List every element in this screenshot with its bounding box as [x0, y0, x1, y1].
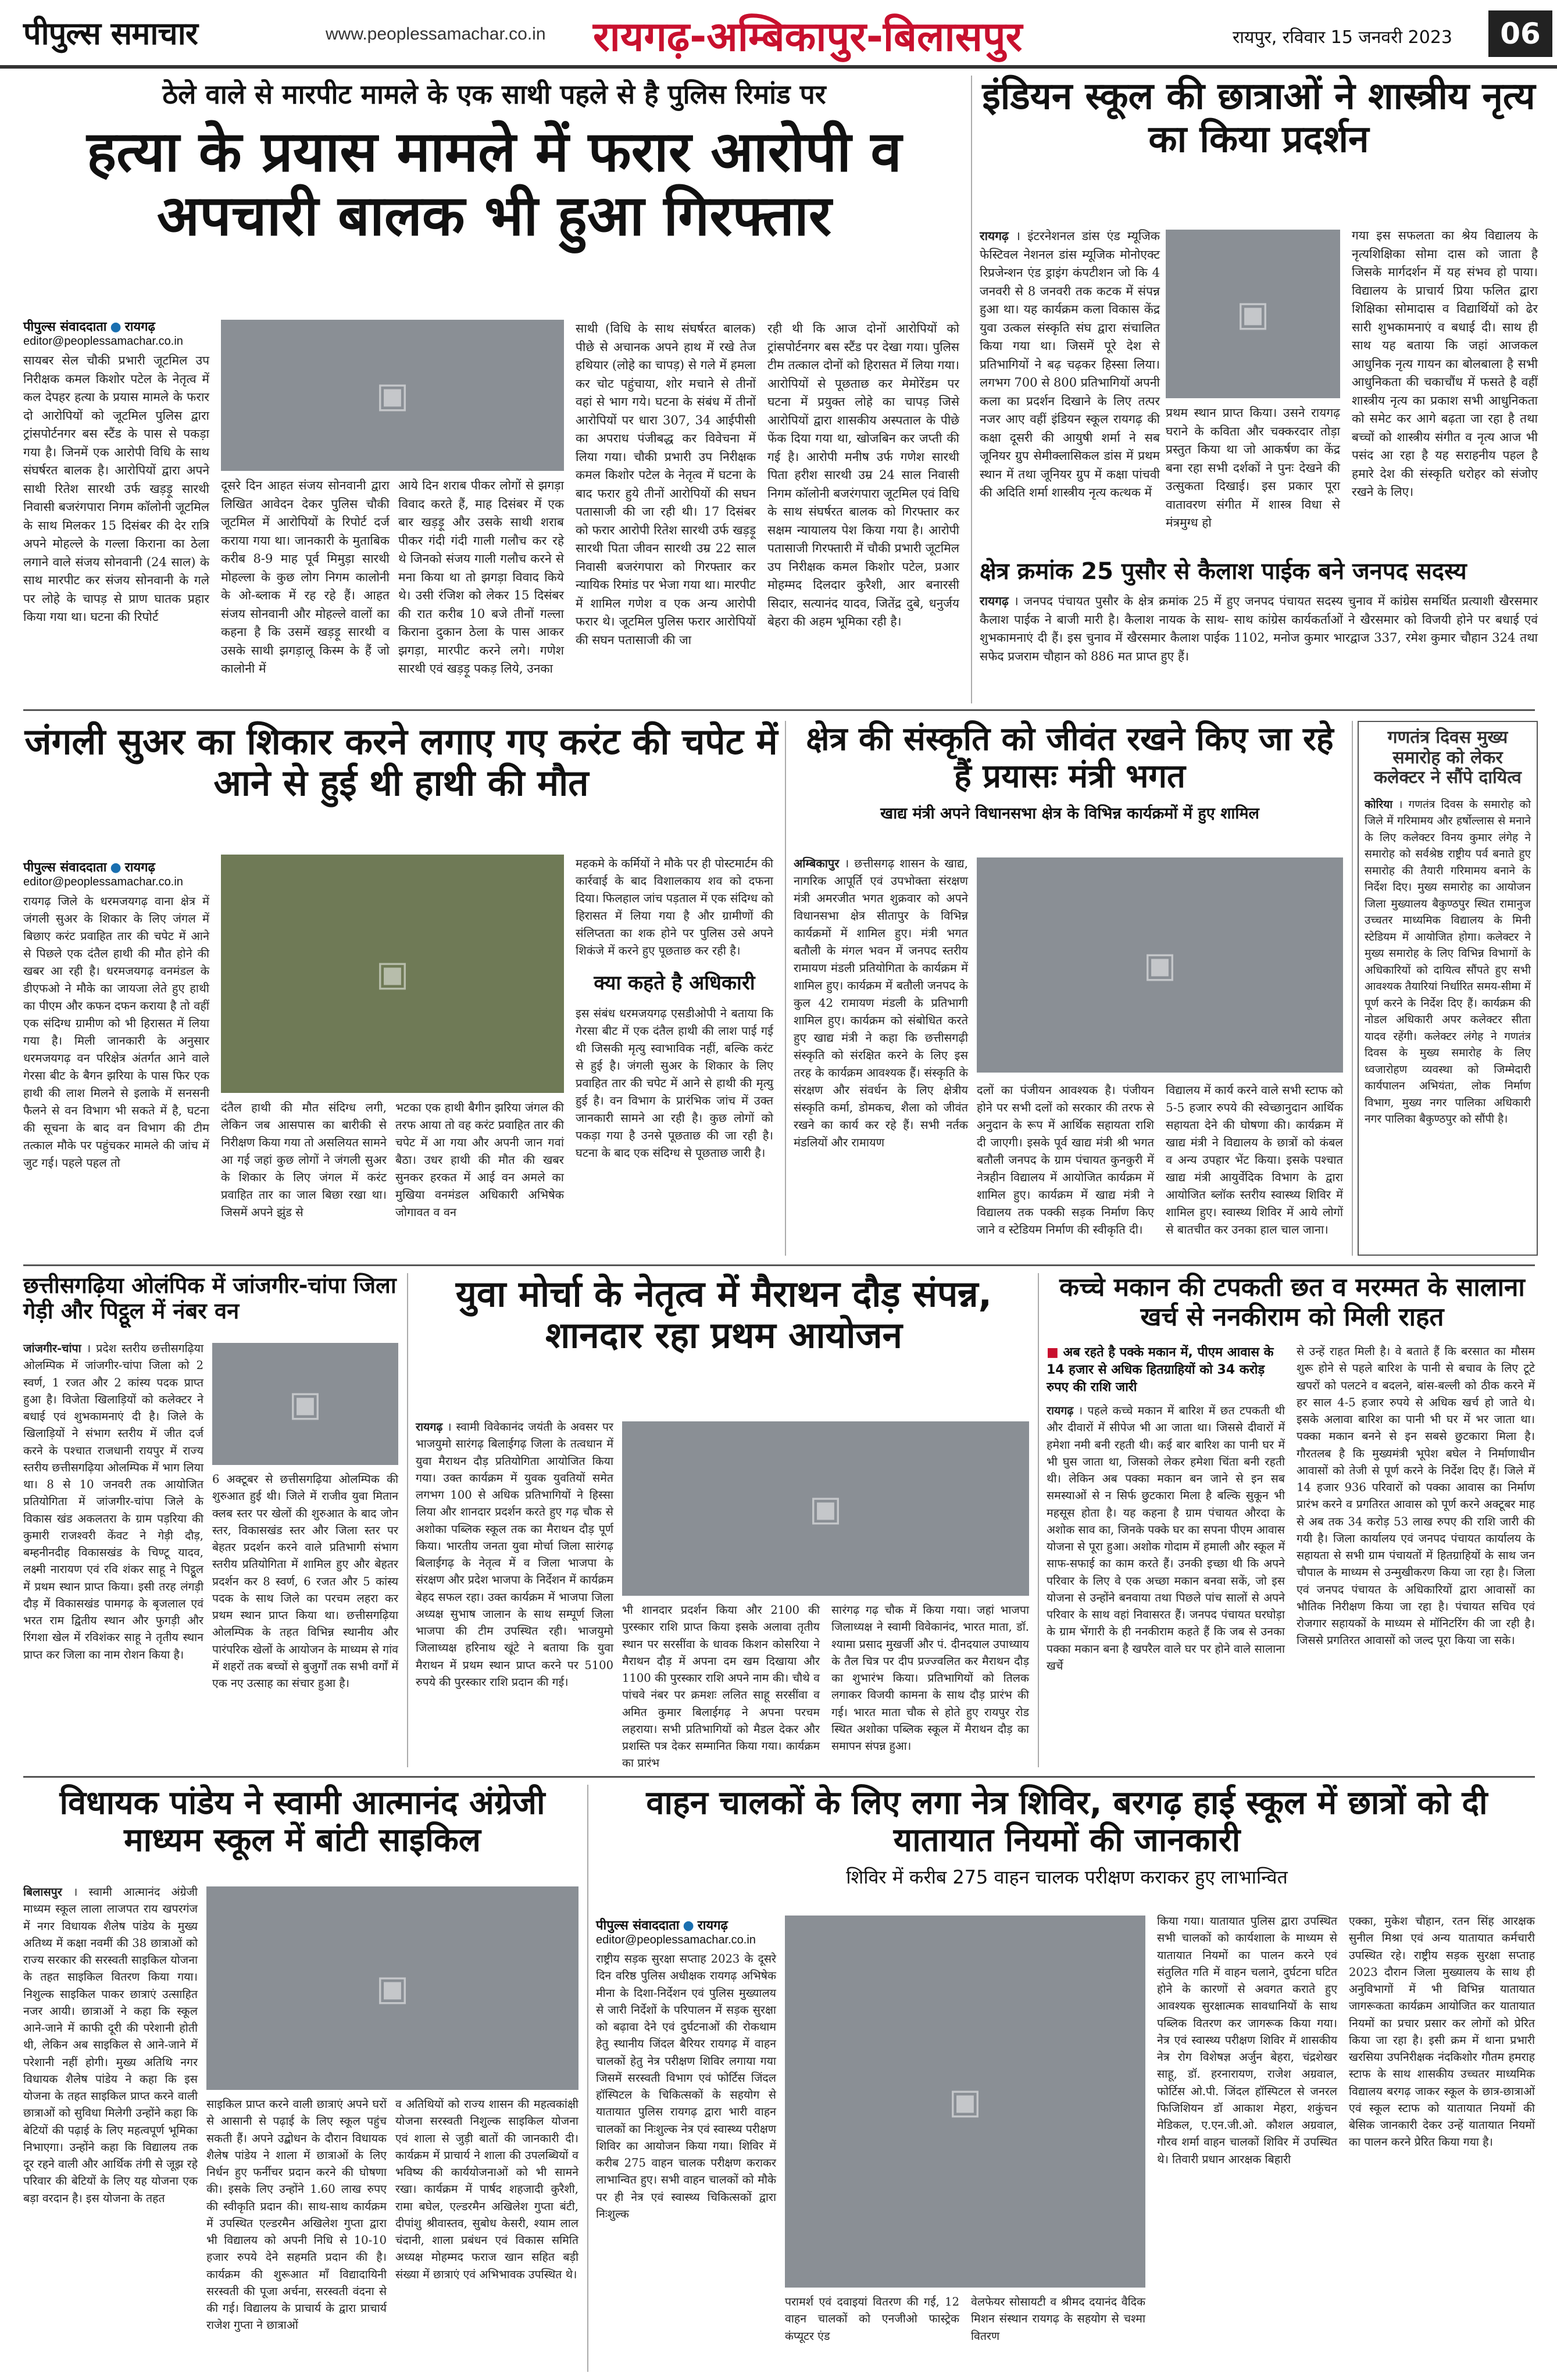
- eye-camp-photo: [785, 1916, 1145, 2288]
- photo-icon: ▣: [948, 2081, 982, 2122]
- article-column: [622, 1602, 820, 1772]
- dateline: रायपुर, रविवार 15 जनवरी 2023: [1233, 27, 1453, 48]
- article-body: एक्का, मुकेश चौहान, रतन सिंह आरक्षक सुनील मिश्रा एवं अन्य यातायात कर्मचारी उपस्थित रहे। राष्ट्रीय सड़क सुरक्षा सप्ताह 2023 दौरान जिला मुख्यालय के साथ ही अनुविभागों में भी विभिन्न यातायात जागरूकता कार्यक्रम आयोजित कर यातायात नियमों का प्रचार प्रसार कर लोगों को प्रेरित किया जा रहा है। इसी क्रम में थाना प्रभारी खरसिया उपनिरीक्षक नंदकिशोर गौतम हमराह स्टाफ के साथ शासकीय उच्चतर माध्यमिक विद्यालय बरगढ़ जाकर स्कूल के छात्र-छात्राओं एवं स्कूल स्टाफ को यातायात नियमों की बेसिक जानकारी देकर उन्हें यातायात नियमों का पालन करने प्रेरित किया गया है।: [1349, 1914, 1535, 2149]
- article-column: [831, 1602, 1029, 1754]
- article-subhead: क्या कहते है अधिकारी: [594, 971, 755, 995]
- article-headline: इंडियन स्कूल की छात्राओं ने शास्त्रीय नृत्य का किया प्रदर्शन: [982, 75, 1535, 161]
- column-divider: [1038, 1273, 1039, 1767]
- article-headline: गणतंत्र दिवस मुख्य समारोह को लेकर कलेक्टर ने सौंपे दायित्व: [1374, 727, 1522, 788]
- article-column: [23, 1884, 198, 2207]
- article-pm-awas: [1047, 1273, 1538, 1767]
- article-headline: कच्चे मकान की टपकती छत व मरम्मत के सालाना खर्च से ननकीराम को मिली राहत: [1059, 1273, 1525, 1332]
- students-cycles-photo: [206, 1886, 578, 2090]
- article-body: साथी (विधि के साथ संघर्षरत बालक) पीछे से अचानक अपने हाथ में रखे तेज हथियार (लोहे का चापड़) से गले में हमला कर चोट पहुंचाया, शोर मचाने से तीनों वहां से भाग गये। घटना के संबंध में तीनों आरोपियों पर धारा 307, 34 आईपीसी का अपराध पंजीबद्ध कर विवेचना में लिया गया। चौकी प्रभारी उप निरीक्षक कमल किशोर पटेल के नेतृत्व में घटना के बाद फरार हुये तीनों आरोपियों की सघन पतासाजी की जा रही थी। 17 दिसंबर को फरार आरोपी रितेश सारथी उर्फ खड़ड़ू सारथी पिता जीवन सारथी उम्र 22 साल निवासी बजरंगपारा को गिरफ्तार कर न्यायिक रिमांड पर भेजा गया था। मारपीट में शामिल गणेश व एक अन्य आरोपी फरार थे। जूटमिल पुलिस फरार आरोपियों की सघन पतासाजी की जा: [576, 321, 756, 647]
- byline: पीपुल्स संवाददाता ● रायगढ़: [23, 320, 155, 334]
- photo-icon: ▣: [376, 1968, 409, 2009]
- article-column: [1166, 404, 1340, 533]
- site-url[interactable]: www.peoplessamachar.co.in: [326, 24, 546, 44]
- article-cycle-distribution: [23, 1785, 581, 2372]
- page-number: 06: [1488, 10, 1552, 57]
- masthead: [0, 0, 1557, 69]
- article-column: [596, 1913, 776, 2222]
- article-column: [416, 1418, 613, 1691]
- byline-email[interactable]: editor@peoplessamachar.co.in: [23, 875, 183, 888]
- article-body: दूसरे दिन आहत संजय सोनवानी द्वारा लिखित आवेदन देकर पुलिस चौकी जूटमिल में आरोपियों के रिपोर्ट दर्ज कराया गया था। जानकारी के मुताबिक करीब 8-9 माह पूर्व मिमुड़ा सारथी मोहल्ला के कुछ लोग निगम कालोनी के ओ-ब्लाक में रह रहे हैं। आहत संजय सोनवानी और मोहल्ले वालों का कहना है कि उसमें खड़ड़ू सारथी व उसके साथी झगड़ालू किस्म के हैं जो कालोनी में: [221, 478, 390, 676]
- article-body: बिलासपुर । स्वामी आत्मानंद अंग्रेजी माध्यम स्कूल लाला लाजपत राय खपरगंज में नगर विधायक शैलेष पांडेय के मुख्य अतिथ्य में कक्षा नवमीं की 38 छात्राओं को राज्य सरकार की सरस्वती साइकिल योजना के तहत साइकिल वितरण किया गया। निशुल्क साइकिल पाकर छात्राएं उत्साहित नजर आयी। छात्राओं ने कहा कि स्कूल आने-जाने में काफी दूरी की परेशानी होती थी, लेकिन अब साइकिल से आने-जाने में परेशानी नहीं होगी। मुख्य अतिथि नगर विधायक शैलेष पांडेय ने कहा कि इस योजना के तहत साइकिल प्राप्त करने वाली छात्राओं को सुविधा मिलेगी उन्होंने कहा कि बेटियों की पढ़ाई के लिए महत्वपूर्ण भूमिका निभाएगा। उन्होंने कहा कि विद्यालय तक दूर रहने वाली और आर्थिक तंगी से जूझ रहे परिवार की बेटियों के लिए यह योजना एक बड़ा वरदान है। इस योजना के तहत: [23, 1885, 198, 2205]
- article-body: रही थी कि आज दोनों आरोपियों को ट्रांसपोर्टनगर बस स्टैंड पर देखा गया। पुलिस टीम तत्काल दोनों को हिरासत में लिया गया। आरोपियों से पूछताछ कर मेमोरेंडम पर घटना में प्रयुक्त लोहे का चापड़ जिसे आरोपियों द्वारा शासकीय अस्पताल के पीछे फेंक दिया गया था, खोजबिन कर जप्ती की गई है। आरोपी मनीष उर्फ गणेश सारथी पिता हरीश सारथी उम्र 24 साल निवासी निगम कॉलोनी बजरंगपारा जूटमिल एवं विधि के साथ संघर्षरत बालक को गिरफ्तार कर सक्षम न्यायालय पेश किया गया है। आरोपी पतासाजी गिरफ्तारी में चौकी प्रभारी जूटमिल उप निरीक्षक कमल किशोर पटेल, प्रआर मोहम्मद दिलदार कुरैशी, आर बनारसी सिदार, सत्यानंद यादव, जितेंद्र दुबे, धनुर्जय बेहरा की अहम भूमिका रही है।: [767, 321, 959, 628]
- article-kailash-paik: [980, 558, 1538, 698]
- article-column: [977, 1081, 1154, 1238]
- minister-event-photo: [977, 857, 1343, 1073]
- article-body: परामर्श एवं दवाइयां वितरण की गई, 12 वाहन चालकों को एनजीओ फास्ट्रेक कंप्यूटर एंड: [785, 2295, 959, 2343]
- section-divider: [23, 1776, 1535, 1778]
- article-body: सारंगढ़ गढ़ चौक में किया गया। जहां भाजपा जिलाध्यक्ष ने स्वामी विवेकानंद, भारत माता, डॉ. श्यामा प्रसाद मुखर्जी और पं. दीनदयाल उपाध्याय के तैल चित्र पर दीप प्रज्ज्वलित कर मैराथन दौड़ का शुभारंभ किया। प्रतिभागियों को तिलक लगाकर विजयी कामना के साथ दौड़ प्रारंभ की गई। भारत माता चौक से होते हुए रायपुर रोड स्थित अशोका पब्लिक स्कूल में मैराथन दौड़ का समापन संपन्न हुआ।: [831, 1603, 1029, 1753]
- article-column: [794, 855, 968, 1151]
- article-column: [1166, 1081, 1343, 1238]
- article-body: भी शानदार प्रदर्शन किया और 2100 की पुरस्कार राशि प्राप्त किया इसके अलावा तृतीय स्थान पर सरसींवा के धावक किशन कोसरिया ने मैराथन दौड़ में अपना दम खम दिखाया और 1100 की पुरस्कार राशि अपने नाम की। चौथे व पांचवे नंबर पर क्रमशः ललित साहू सरसींवा व अमित कुमार बिलाईगढ़ ने अपना परचम लहराया। सभी प्रतिभागियों को मैडल देकर और प्रशस्ति पत्र देकर सम्मानित किया गया। कार्यक्रम का प्रारंभ: [622, 1603, 820, 1770]
- article-body: 6 अक्टूबर से छत्तीसगढ़िया ओलम्पिक की शुरुआत हुई थी। जिले में राजीव युवा मितान क्लब स्तर पर खेलों की शुरुआत के बाद जोन स्तर, विकासखंड स्तर और जिला स्तर पर बेहतर प्रदर्शन करने वाले प्रतिभागी संभाग स्तरीय प्रतियोगिता में शामिल हुए और बेहतर प्रदर्शन कर 8 स्वर्ण, 6 रजत और 5 कांस्य पदक के साथ जिले का परचम लहरा कर प्रथम स्थान प्राप्त किया था। छत्तीसगढ़िया ओलम्पिक के तहत विभिन्न स्थानीय और पारंपरिक खेलों के आयोजन के माध्यम से गांव में शहरों तक बच्चों से बुजुर्गों तक सभी वर्गों में एक नए उत्साह का संचार हुआ है।: [212, 1473, 398, 1690]
- dance-students-photo: [1166, 230, 1340, 398]
- article-column: [576, 320, 756, 649]
- article-headline: क्षेत्र की संस्कृति को जीवंत रखने किए जा रहे हैं प्रयासः मंत्री भगत: [806, 720, 1334, 796]
- police-with-accused-photo: [221, 320, 564, 471]
- article-column: [398, 477, 564, 678]
- article-kicker: ठेले वाले से मारपीट मामले के एक साथी पहले से है पुलिस रिमांड पर: [162, 78, 826, 110]
- marathon-winners-photo: [622, 1421, 1029, 1596]
- article-body: जांजगीर-चांपा । प्रदेश स्तरीय छत्तीसगढ़िया ओलम्पिक में जांजगीर-चांपा जिला को 2 स्वर्ण, 1 रजत और 2 कांस्य पदक प्राप्त हुआ है। विजेता खिलाड़ियों को कलेक्टर ने बधाई एवं शुभकामनाएं दी है। जिले के खिलाड़ियों ने संभाग स्तरीय में जीत दर्ज करने के पश्चात राजधानी रायपुर में राज्य स्तरीय छत्तीसगढ़िया ओलम्पिक में भाग लिया था। 8 से 10 जनवरी तक आयोजित प्रतियोगिता में जांजगीर-चांपा जिले के विकास खंड अकलतरा के ग्राम पड़रिया की कुमारी राजश्वरी केंवट ने गेड़ी दौड़, बम्हनीनदीह विकासखंड के चिण्टू यादव, लक्ष्मी नारायण एवं रवि शंकर साहू ने पिट्ठूल में प्रथम स्थान प्राप्त किया। इसी तरह लंगड़ी दौड़ में विकासखंड पामगढ़ के बृजलाल एवं भरत राम द्वितीय स्थान और फुगड़ी और रिंगशा खेल में रविशंकर साहू ने तृतीय स्थान प्राप्त कर जिला का नाम रोशन किया है।: [23, 1342, 203, 1661]
- article-column: [395, 2096, 578, 2283]
- photo-icon: ▣: [376, 953, 409, 994]
- photo-icon: ▣: [809, 1488, 842, 1529]
- article-republic-day: [1358, 721, 1538, 1256]
- article-headline: हत्या के प्रयास मामले में फरार आरोपी व अपचारी बालक भी हुआ गिरफ्तार: [87, 119, 902, 249]
- article-headline: क्षेत्र क्रमांक 25 पुसौर से कैलाश पाईक बने जनपद सदस्य: [980, 558, 1467, 585]
- column-divider: [407, 1273, 408, 1767]
- article-column: [971, 2293, 1145, 2345]
- article-body: दंतैल हाथी की मौत संदिग्ध लगी, लेकिन जब आसपास का बारीकी से निरीक्षण किया गया तो असलियत सामने आ गई जहां कुछ लोगों ने जंगली सुअर के शिकार के लिए जंगल में करंट प्रवाहित तार का जाल बिछा रखा था। जिसमें अपने झुंड से: [221, 1100, 387, 1219]
- article-body: रायगढ़ । इंटरनेशनल डांस एंड म्यूजिक फेस्टिवल नेशनल डांस म्यूजिक मोनोएक्ट रिप्रजेन्शन एंड ड्राइंग कंपटीशन जो कि 4 जनवरी से 8 जनवरी तक कटक में संपन्न हुआ था। यह कार्यक्रम कला विकास केंद्र युवा उत्कल संस्कृति संघ द्वारा संचालित किया गया था। जिसमें पूरे देश से प्रतिभागियों ने बढ़ चढ़कर हिस्सा लिया। लगभग 700 से 800 प्रतिभागियों अपनी कला का प्रदर्शन दिखाने के लिए तत्पर नजर आए वहीं इंडियन स्कूल रायगढ़ की कक्षा दूसरी की आयुषी शर्मा ने सब जूनियर ग्रुप सेमीक्लासिकल डांस में प्रथम स्थान में तथा जूनियर ग्रुप में कक्षा पांचवी की अदिति शर्मा शास्त्रीय नृत्य कत्थक में: [980, 228, 1160, 499]
- article-body: कोरिया । गणतंत्र दिवस के समारोह को जिले में गरिमामय और हर्षोल्लास से मनाने के लिए कलेक्टर विनय कुमार लंगेह ने समारोह को सर्वश्रेष्ठ राष्ट्रीय पर्व बनाते हुए समारोह की तैयारी गरिमामय बनाने के निर्देश दिए। मुख्य समारोह का आयोजन जिला मुख्यालय बैकुण्ठपुर स्थित रामानुज उच्चतर माध्यमिक विद्यालय के मिनी स्टेडियम में आयोजित होगा। कलेक्टर ने मुख्य समारोह के लिए विभिन्न विभागों के अधिकारियों को दायित्व सौंपते हुए सभी आवश्यक तैयारियां निर्धारित समय-सीमा में पूर्ण करने के निर्देश दिए हैं। कार्यक्रम की नोडल अधिकारी अपर कलेक्टर सीता यादव रहेंगी। कलेक्टर लंगेह ने गणतंत्र दिवस के मुख्य समारोह के लिए ध्वजारोहण व्यवस्था को जिम्मेदारी कार्यपालन अभियंता, लोक निर्माण विभाग, मुख्य नगर पालिका अधिकारी नगर पालिका बैकुण्ठपुर को सौंपी है।: [1365, 798, 1531, 1125]
- article-headline: विधायक पांडेय ने स्वामी आत्मानंद अंग्रेजी माध्यम स्कूल में बांटी साइकिल: [59, 1784, 545, 1860]
- article-headline: जंगली सुअर का शिकार करने लगाए गए करंट की चपेट में आने से हुई थी हाथी की मौत: [24, 720, 778, 805]
- article-indian-school-dance: [980, 76, 1538, 552]
- article-minister-bhagat: [794, 721, 1346, 1256]
- section-divider: [23, 1264, 1535, 1266]
- column-divider: [785, 721, 786, 1256]
- article-column: [576, 855, 773, 1162]
- article-marathon: [416, 1273, 1032, 1770]
- column-divider: [1352, 721, 1353, 1256]
- article-column: [1352, 227, 1538, 502]
- edition-title: रायगढ़-अम्बिकापुर-बिलासपुर: [593, 13, 1023, 60]
- article-body: साइकिल प्राप्त करने वाली छात्राएं अपने घरों से आसानी से पढ़ाई के लिए स्कूल पहुंच सकती हैं। अपने उद्बोधन के दौरान विधायक शैलेष पांडेय ने शाला में छात्राओं के लिए निर्धन हुए फर्नीचर प्रदान करने की घोषणा की। इसके लिए उन्होंने 1.60 लाख रुपए की स्वीकृति प्रदान की। साथ-साथ कार्यक्रम में उपस्थित एल्डरमैन अखिलेश गुप्ता द्वारा भी विद्यालय को अपनी निधि से 10-10 हजार रुपये देने सहमति प्रदान की है। कार्यक्रम की शुरूआत माँ विद्यादायिनी सरस्वती की पूजा अर्चना, सरस्वती वंदना से की गई। विद्यालय के प्राचार्य के द्वारा प्राचार्य राजेश गुप्ता ने छात्राओं: [206, 2097, 387, 2332]
- photo-icon: ▣: [288, 1384, 322, 1424]
- article-body: दलों का पंजीयन आवश्यक है। पंजीयन होने पर सभी दलों को सरकार की तरफ से अनुदान के रूप में आर्थिक सहायता राशि दी जाएगी। इसके पूर्व खाद्य मंत्री श्री भगत बतौली जनपद के ग्राम पंचायत कुनकुरी में नेत्रहीन विद्यालय में आयोजित कार्यक्रम में शामिल हुए। कार्यक्रम में खाद्य मंत्री ने विद्यालय तक पक्की सड़क निर्माण किए जाने व स्टेडियम निर्माण की स्वीकृति दी।: [977, 1083, 1154, 1237]
- article-column: [212, 1471, 398, 1692]
- article-column: [221, 477, 390, 678]
- dead-elephant-photo: [221, 855, 564, 1093]
- article-body: इस संबंध धरमजयगढ़ एसडीओपी ने बताया कि गेरसा बीट में एक दंतैल हाथी की लाश पाई गई थी जिसकी मृत्यु स्वाभाविक नहीं, बल्कि करंट से हुई है। जंगली सुअर के शिकार के लिए प्रवाहित तार की चपेट में आने से हाथी की मृत्यु हुई है। वन विभाग के प्रारंभिक जांच में उक्त जानकारी सामने आ रही है। कुछ लोगों को पकड़ा गया है उनसे पूछताछ की जा रही है। घटना के बाद एक संदिग्ध से पूछताछ जारी है।: [576, 1006, 773, 1160]
- newspaper-logo: पीपुल्स समाचार: [23, 15, 198, 52]
- article-body: महकमे के कर्मियों ने मौके पर ही पोस्टमार्टम की कार्रवाई के बाद विशालकाय शव को दफना दिया। फिलहाल जांच पड़ताल में एक संदिग्ध को हिरासत में लिया गया है और ग्रामीणों की संलिप्तता का शक होने पर पुलिस उसे अपने शिकंजे में करने हुए पूछताछ कर रही है।: [576, 856, 773, 957]
- article-murder-attempt: [23, 76, 965, 703]
- article-body: भटका एक हाथी बैगीन झरिया जंगल की तरफ आया तो वह करंट प्रवाहित तार की चपेट में आ गया और अपनी जान गवां बैठा। उधर हाथी की मौत की खबर सुनकर हरकत में आई वन अमले का मुखिया वनमंडल अधिकारी अभिषेक जोगावत व वन: [395, 1100, 564, 1219]
- olympic-photo: [212, 1343, 398, 1465]
- article-deck: खाद्य मंत्री अपने विधानसभा क्षेत्र के विभिन्न कार्यक्रमों में हुए शामिल: [880, 804, 1259, 823]
- article-body: सायबर सेल चौकी प्रभारी जूटमिल उप निरीक्षक कमल किशोर पटेल के नेतृत्व में कल देपहर हत्या के प्रयास मामले के फरार दो आरोपियों को जूटमिल पुलिस द्वारा ट्रांसपोर्टनगर बस स्टैंड के पास से पकड़ा गया है। जिनमें एक आरोपी विधि के साथ संघर्षरत बालक है। आरोपियों द्वारा अपने साथी रितेश सारथी उर्फ खड़ड़ू सारथी निवासी बजरंगपारा निगम कॉलोनी जूटमिल के साथ मिलकर 15 दिसंबर की देर रात्रि अपने मोहल्ले के गल्ला किराना का ठेला लगाने वाले संजय सोनवानी (24 साल) के साथ मारपीट कर संजय सोनवानी के गले पर लोहे के चापड़ से प्राण घातक प्रहार किया गया था। घटना की रिपोर्ट: [23, 353, 209, 624]
- article-column: [1349, 1913, 1535, 2151]
- column-divider: [587, 1785, 588, 2372]
- article-column: [980, 227, 1160, 502]
- article-body: अम्बिकापुर । छत्तीसगढ़ शासन के खाद्य, नागरिक आपूर्ति एवं उपभोक्ता संरक्षण मंत्री अमरजीत भगत शुक्रवार को अपने विधानसभा क्षेत्र सीतापुर के विभिन्न कार्यक्रमों में शामिल हुए। मंत्री भगत बतौली के मंगल भवन में जनपद स्तरीय रामायण मंडली प्रतियोगिता के कार्यक्रम में शामिल हुए। कार्यक्रम में बतौली जनपद के कुल 42 रामायण मंडली के प्रतिभागी शामिल हुए। कार्यक्रम को संबोधित करते हुए खाद्य मंत्री ने कहा कि छत्तीसगढ़ी संस्कृति को संरक्षित करने के लिए इस तरह के कार्यक्रम आवश्यक हैं। संस्कृति के संरक्षण और संवर्धन के लिए क्षेत्रीय संस्कृति कर्मा, डोमकच, शैला को जीवंत रखने का कार्य कर रहे हैं। सभी नर्तक मंडलियों और रामायण: [794, 856, 969, 1149]
- article-deck: शिविर में करीब 275 वाहन चालक परीक्षण कराकर हुए लाभान्वित: [846, 1866, 1288, 1888]
- article-body: किया गया। यातायात पुलिस द्वारा उपस्थित सभी चालकों को कार्यशाला के माध्यम से यातायात नियमों का पालन करने एवं संतुलित गति में वाहन चलाने, दुर्घटना घटित होने के कारणों से अवगत कराते हुए आवश्यक सुरक्षात्मक सावधानियों के साथ पब्लिक वितरण कर जागरूक किया गया। नेत्र एवं स्वास्थ्य परीक्षण शिविर में शासकीय नेत्र रोग विशेषज्ञ अर्जुन बेहरा, चंद्रशेखर साहू, डॉ. हरनारायण, राजेश अग्रवाल, फोर्टिस ओ.पी. जिंदल हॉस्पिटल से जनरल फिजिशियन डॉ आकाश मेहरा, शकुंचन मेडिकल, ए.एन.जी.ओ. कौशल अग्रवाल, गौरव शर्मा वाहन चालकों शिविर में उपस्थित थे। तिवारी प्रधान आरक्षक बिहारी: [1157, 1914, 1337, 2166]
- article-column: [206, 2096, 387, 2334]
- byline-email[interactable]: editor@peoplessamachar.co.in: [23, 335, 183, 348]
- byline-email[interactable]: editor@peoplessamachar.co.in: [596, 1934, 756, 1946]
- article-column: [1297, 1343, 1535, 1649]
- photo-icon: ▣: [376, 375, 409, 416]
- article-eye-camp: [596, 1785, 1538, 2372]
- bullet-icon: ■: [1047, 1345, 1063, 1360]
- article-body: रायगढ़ । स्वामी विवेकानंद जयंती के अवसर पर भाजयुमो सारंगढ़ बिलाईगढ़ जिला के तत्वधान में युवा मैराथन दौड़ प्रतियोगिता आयोजित किया गया। उक्त कार्यक्रम में युवक युवतियों समेत लगभग 100 से अधिक प्रतिभागियों ने हिस्सा लिया और शानदार प्रदर्शन करते हुए गढ़ चौक से अशोका पब्लिक स्कूल तक का मैराथन दौड़ पूर्ण किया। भारतीय जनता युवा मोर्चा जिला सारंगढ़ बिलाईगढ़ के नेतृत्व में व जिला भाजपा के संरक्षण और प्रदेश भाजपा के निर्देशन में कार्यक्रम बेहद सफल रहा। उक्त कार्यक्रम में भाजपा जिला अध्यक्ष सुभाष जालान के साथ सम्पूर्ण जिला भाजपा की टीम उपस्थित रही। भाजयुमो जिलाध्यक्ष हरिनाथ खूंटे ने बताया कि युवा मैराथन में प्रथम स्थान प्राप्त करने पर 5100 रुपये की पुरस्कार राशि प्रदान की गई।: [416, 1420, 613, 1689]
- article-column: [395, 1099, 564, 1221]
- column-divider: [971, 76, 972, 703]
- article-body: रायगढ़ जिले के धरमजयगढ़ वाना क्षेत्र में जंगली सुअर के शिकार के लिए जंगल में बिछाए करंट प्रवाहित तार की चपेट में आने से पिछले एक दंतैल हाथी की मौत होने की खबर आ रही है। धरमजयगढ़ वनमंडल के डीएफओ ने मौके का जायजा लेते हुए हाथी का पीएम और कफन दफन कराया है तो वहीं एक संदिग्ध ग्रामीण को भी हिरासत में लिया गया है। मिली जानकारी के अनुसार धरमजयगढ़ वन परिक्षेत्र अंतर्गत आने वाले गेरसा बीट के बैगन झरिया के पास फिर एक हाथी की लाश मिलने से इलाके में सनसनी फैलने से वन विभाग भी सकते में है, घटना की सूचना के बाद वन विभाग की टीम तत्काल मौके पर पहुंचकर मामले की जांच में जुट गई। पहले पहल तो: [23, 894, 209, 1170]
- article-column: [221, 1099, 387, 1221]
- article-olympic: [23, 1273, 401, 1767]
- photo-icon: ▣: [1236, 294, 1270, 334]
- section-divider: [23, 709, 1535, 711]
- article-column: [23, 1340, 203, 1663]
- article-column: [1047, 1343, 1285, 1674]
- article-body: रायगढ़ । पहले कच्चे मकान में बारिश में छत टपकती थी और दीवारों में सीपेज भी आ जाता था। जिससे दीवारों में हमेशा नमी बनी रहती थी। कई बार बारिश का पानी घर में भी घुस जाता था, जिसको लेकर हमेशा चिंता बनी रहती थी। लेकिन अब पक्का मकान बन जाने से इन सब समस्याओं से न सिर्फ छुटकारा मिला है बल्कि सुकून भी महसूस होता है। यह कहना है ग्राम पंचायत औरदा के अशोक साव का, जिनके पक्के घर का सपना पीएम आवास योजना से पूरा हुआ। अशोक गोदाम में हमाली और स्कूल में साफ-सफाई का काम करते हैं। उनकी इच्छा थी कि अपने परिवार के लिए वे एक अच्छा मकान बनवा सकें, जो इस योजना से उन्होंने बनवाया तथा पिछले पांच सालों से अपने परिवार के साथ वहां निवासरत हैं। जनपद पंचायत घरघोड़ा के ग्राम भेंगारी के ही ननकीराम कहते हैं कि जब से उनका पक्का मकान बना है खपरैल वाले घर पर होने वाले सालाना खर्चे: [1047, 1404, 1285, 1673]
- byline: पीपुल्स संवाददाता ● रायगढ़: [23, 860, 155, 875]
- article-body: विद्यालय में कार्य करने वाले सभी स्टाफ को 5-5 हजार रुपये की स्वेच्छानुदान आर्थिक सहायता देने की घोषणा की। कार्यक्रम में खाद्य मंत्री ने विद्यालय के छात्रों को कंबल व अन्य उपहार भेंट किया। इसके पश्चात खाद्य मंत्री आयुर्वेदिक विभाग के द्वारा आयोजित ब्लॉक स्तरीय स्वास्थ्य शिविर में शामिल हुए। स्वास्थ्य शिविर में आये लोगों से बातचीत कर उनका हाल चाल जाना।: [1166, 1083, 1343, 1237]
- article-column: [23, 314, 209, 627]
- article-headline: युवा मोर्चा के नेतृत्व में मैराथन दौड़ संपन्न, शानदार रहा प्रथम आयोजन: [455, 1273, 992, 1357]
- article-body: से उन्हें राहत मिली है। वे बताते हैं कि बरसात का मौसम शुरू होने से पहले बारिश के पानी से बचाव के लिए टूटे खपरों को पलटने व बदलने, बांस-बल्ली को ठीक करने में हर साल 4-5 हजार रुपये से अधिक खर्च हो जाते थे। इसके अलावा बारिश का पानी भी घर में भर जाता था। पक्का मकान बनने से इन सबसे छुटकारा मिला है। गौरतलब है कि मुख्यमंत्री भूपेश बघेल ने निर्माणाधीन आवासों को तेजी से पूर्ण करने के निर्देश दिए हैं। जिले में 14 हजार 936 परिवारों को पक्का आवास का निर्माण प्रारंभ करने व प्रगतिरत आवास को पूर्ण करने अक्टूबर माह से अब तक 34 करोड़ 53 लाख रुपए की राशि जारी की गयी है। जिला कार्यालय एवं जनपद पंचायत कार्यालय के सहायता से सभी ग्राम पंचायतों में हितग्राहियों के साथ जन चौपाल के माध्यम से उन्मुखीकरण किया जा रहा है। जिला एवं जनपद पंचायत के अधिकारियों द्वारा आवासों का भौतिक निरीक्षण किया जा रहा है। पंचायत सचिव एवं रोजगार सहायकों के माध्यम से मॉनिटरिंग की जा रही है। जिससे प्रगतिरत आवासों को जल्द पूरा किया जा सके।: [1297, 1345, 1535, 1648]
- article-elephant-death: [23, 721, 779, 1256]
- article-headline: वाहन चालकों के लिए लगा नेत्र शिविर, बरगढ़ हाई स्कूल में छात्रों को दी यातायात नियमों की जानकारी: [646, 1784, 1488, 1860]
- article-body: व अतिथियों को राज्य शासन की महत्वकांक्षी योजना सरस्वती निशुल्क साइकिल योजना एवं शाला से जुड़ी बातों की जानकारी दी। कार्यक्रम में प्राचार्य ने शाला की उपलब्धियों व भविष्य की कार्ययोजनाओं को भी सामने रखा। कार्यक्रम में पार्षद शहजादी कुरैशी, रामा बघेल, एल्डरमैन अखिलेश गुप्ता बंटी, दीपांशु श्रीवास्तव, सुबोध केसरी, श्याम लाल चंदानी, शाला प्रबंधन एवं विकास समिति अध्यक्ष मोहम्मद फराज खान सहित बड़ी संख्या में छात्राएं एवं अभिभावक उपस्थित थे।: [395, 2097, 578, 2281]
- article-column: [23, 855, 209, 1171]
- article-column: [1157, 1913, 1337, 2168]
- article-body: राष्ट्रीय सड़क सुरक्षा सप्ताह 2023 के दूसरे दिन वरिष्ठ पुलिस अधीक्षक रायगढ़ अभिषेक मीना के दिशा-निर्देशन एवं पुलिस मुख्यालय से जारी निर्देशों के परिपालन में सड़क सुरक्षा को बढ़ावा देने एवं दुर्घटनाओं की रोकथाम हेतु स्थानीय जिंदल बैरियर रायगढ़ में वाहन चालकों हेतु नेत्र परीक्षण शिविर लगाया गया जिसमें सरस्वती विभाग एवं फोर्टिस जिंदल हॉस्पिटल के चिकित्सकों के सहयोग से यातायात पुलिस रायगढ़ द्वारा भारी वाहन चालकों का निःशुल्क नेत्र एवं स्वास्थ्य परीक्षण शिविर का आयोजन किया गया। शिविर में करीब 275 वाहन चालक परीक्षण कराकर लाभान्वित हुए। सभी वाहन चालकों को मौके पर ही नेत्र एवं स्वास्थ्य चिकित्सकों द्वारा निःशुल्क: [596, 1952, 776, 2221]
- photo-icon: ▣: [1143, 945, 1177, 985]
- article-column: [767, 320, 959, 631]
- article-column: [785, 2293, 959, 2345]
- article-headline: छत्तीसगढ़िया ओलंपिक में जांजगीर-चांपा जिला गेड़ी और पिट्ठूल में नंबर वन: [23, 1273, 397, 1324]
- article-body: वेलफेयर सोसायटी व श्रीमद दयानंद वैदिक मिशन संस्थान रायगढ़ के सहयोग से चश्मा वितरण: [971, 2295, 1145, 2343]
- article-body: रायगढ़ । जनपद पंचायत पुसौर के क्षेत्र क्रमांक 25 में हुए जनपद पंचायत सदस्य चुनाव में कांग्रेस समर्थित प्रत्याशी खैरसमार कैलाश पाईक ने बाजी मारी है। कैलाश नायक के साथ- साथ कांग्रेस कार्यकर्ताओं ने खैरसमार को विजयी होने पर बधाई एवं शुभकामनाएं दी हैं। इस चुनाव में खैरसमार कैलाश पाईक 1102, मनोज कुमार भारद्वाज 337, रमेश कुमार चौहान 324 तथा सफेद प्रजराम चौहान को 886 मत प्राप्त हुए हैं।: [980, 594, 1538, 663]
- article-bullet: ■ अब रहते है पक्के मकान में, पीएम आवास के 14 हजार से अधिक हितग्राहियों को 34 करोड़ रुपए की राशि जारी: [1047, 1345, 1274, 1395]
- article-body: आये दिन शराब पीकर लोगों से झगड़ा विवाद करते हैं, माह दिसंबर में एक बार खड़ड़ू और उसके साथी शराब पीकर गंदी गंदी गाली गलौच कर रहे थे जिनको संजय गाली गलौच करने से मना किया था तो झगड़ा विवाद किये थे। उसी रंजिश को लेकर 15 दिसंबर की रात करीब 10 बजे तीनों गल्ला किराना दुकान ठेला के पास आकर झगड़ा, मारपीट करने लगे। गणेश सारथी एवं खड़ड़ू पकड़ लिये, उनका: [398, 478, 564, 676]
- article-body: प्रथम स्थान प्राप्त किया। उसने रायगढ़ घराने के कविता और चक्करदार तोड़ा प्रस्तुत किया था जो आकर्षण का केंद्र बना रहा सभी दर्शकों ने पुनः देखने की उत्सुकता दिखाई। इस प्रकार पूरा वातावरण संगीत में शास्त्र विधा से मंत्रमुग्ध हो: [1166, 406, 1340, 530]
- article-body: गया इस सफलता का श्रेय विद्यालय के नृत्यशिक्षिका सोमा दास को जाता है जिसके मार्गदर्शन में यह संभव हो पाया। विद्यालय के प्राचार्य प्रिया फलित द्वारा शिक्षिका सोमादास व विद्यार्थियों को ढेर सारी शुभकामनाएं व बधाई दी। साथ ही साथ यह बताया कि जहां आजकल आधुनिक नृत्य गायन का बोलबाला है सभी आधुनिकता की चकाचौंध में फसते है वहीं शास्त्रीय नृत्य का प्रकाश सभी आधुनिकता को समेट कर आगे बढ़ता जा रहा है तथा बच्चों को शास्त्रीय संगीत व नृत्य आज भी पसंद आ रहा है यह सराहनीय पहल है हमारे देश की संस्कृति धरोहर को संजोए रखने के लिए।: [1352, 228, 1538, 499]
- byline: पीपुल्स संवाददाता ● रायगढ़: [596, 1918, 728, 1933]
